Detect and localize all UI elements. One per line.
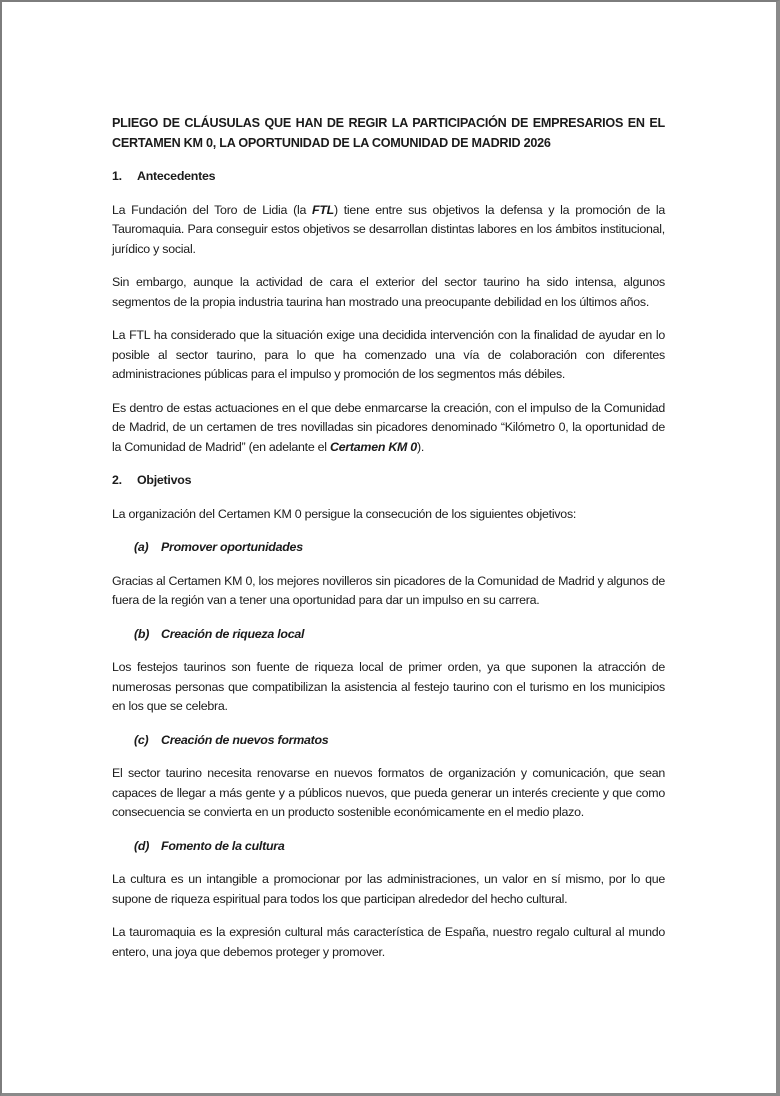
text-run: Es dentro de estas actuaciones en el que debe enmarcarse la creación, con el impulso de la Comunidad de Madrid, de un certamen de tres novilladas sin picadores denominado “Kilómetro 0, la oportunidad de la Comunidad de Madrid” (en adelante el: [112, 400, 665, 454]
text-run: La cultura es un intangible a promocionar por las administraciones, un valor en sí mismo, por lo que supone de riqueza espiritual para todos los que participan alrededor del hecho cultural.: [112, 872, 665, 906]
emphasis-text: FTL: [312, 202, 334, 217]
paragraph: [112, 572, 665, 611]
objective-marker: (c): [134, 732, 149, 747]
emphasis-text: Certamen KM 0: [330, 439, 417, 454]
section-heading-label: Antecedentes: [137, 169, 216, 183]
objective-marker: (b): [134, 626, 150, 641]
section-number: 1.: [112, 169, 122, 183]
paragraph: [112, 658, 665, 717]
objective-subheading: [134, 625, 665, 645]
section-heading: [112, 471, 665, 491]
text-run: ).: [416, 439, 425, 454]
paragraph: [112, 399, 665, 458]
objective-marker: (a): [134, 540, 149, 554]
text-run: La FTL ha considerado que la situación exige una decidida intervención con la finalidad de ayudar en lo posible al sector taurino, para lo que ha comenzado una vía de colaboración con diferentes administraciones públicas para el impulso y promoción de los segmentos más débiles.: [112, 328, 665, 381]
section-heading: [112, 167, 665, 187]
text-run: ) tiene entre sus objetivos la defensa y la promoción de la Tauromaquia. Para conseguir estos objetivos se desarrollan distintas labores en los ámbitos institucional, jurídico y social.: [112, 202, 665, 256]
objective-marker: (d): [134, 838, 150, 853]
objective-subheading-label: Creación de riqueza local: [161, 626, 305, 641]
paragraph: [112, 870, 665, 909]
objective-subheading: [134, 538, 665, 558]
text-run: El sector taurino necesita renovarse en nuevos formatos de organización y comunicación, que sean capaces de llegar a más gente y a públicos nuevos, que pueda generar un interés creciente y que como consecuencia se convierta en un producto sostenible económicamente en el medio plazo.: [112, 766, 665, 819]
text-run: Sin embargo, aunque la actividad de cara el exterior del sector taurino ha sido intensa, algunos segmentos de la propia industria taurina han mostrado una preocupante debilidad en los últimos años.: [112, 275, 665, 309]
document-body: [112, 167, 665, 962]
objective-subheading-label: Creación de nuevos formatos: [161, 732, 329, 747]
section-number: 2.: [112, 473, 122, 487]
objective-subheading: [134, 731, 665, 751]
section-heading-label: Objetivos: [137, 473, 192, 487]
paragraph: [112, 764, 665, 823]
objective-subheading-label: Promover oportunidades: [161, 540, 303, 554]
objective-subheading: [134, 837, 665, 857]
document-title: PLIEGO DE CLÁUSULAS QUE HAN DE REGIR LA PARTICIPACIÓN DE EMPRESARIOS EN EL CERTAMEN KM 0, LA OPORTUNIDAD DE LA COMUNIDAD DE MADRID 2026: [112, 116, 665, 150]
paragraph: [112, 201, 665, 260]
text-run: La Fundación del Toro de Lidia (la: [112, 202, 312, 217]
text-run: La tauromaquia es la expresión cultural más característica de España, nuestro regalo cultural al mundo entero, una joya que debemos proteger y promover.: [112, 925, 665, 959]
text-run: Los festejos taurinos son fuente de riqueza local de primer orden, ya que suponen la atracción de numerosas personas que compatibilizan la asistencia al festejo taurino con el turismo en los municipios en los que se celebra.: [112, 660, 665, 713]
paragraph: [112, 923, 665, 962]
text-run: Gracias al Certamen KM 0, los mejores novilleros sin picadores de la Comunidad de Madrid y algunos de fuera de la región van a tener una oportunidad para dar un impulso en su carrera.: [112, 573, 665, 607]
paragraph: [112, 273, 665, 312]
objective-subheading-label: Fomento de la cultura: [161, 838, 285, 853]
paragraph: [112, 505, 665, 525]
text-run: La organización del Certamen KM 0 persigue la consecución de los siguientes objetivos:: [112, 506, 577, 521]
paragraph: [112, 326, 665, 385]
